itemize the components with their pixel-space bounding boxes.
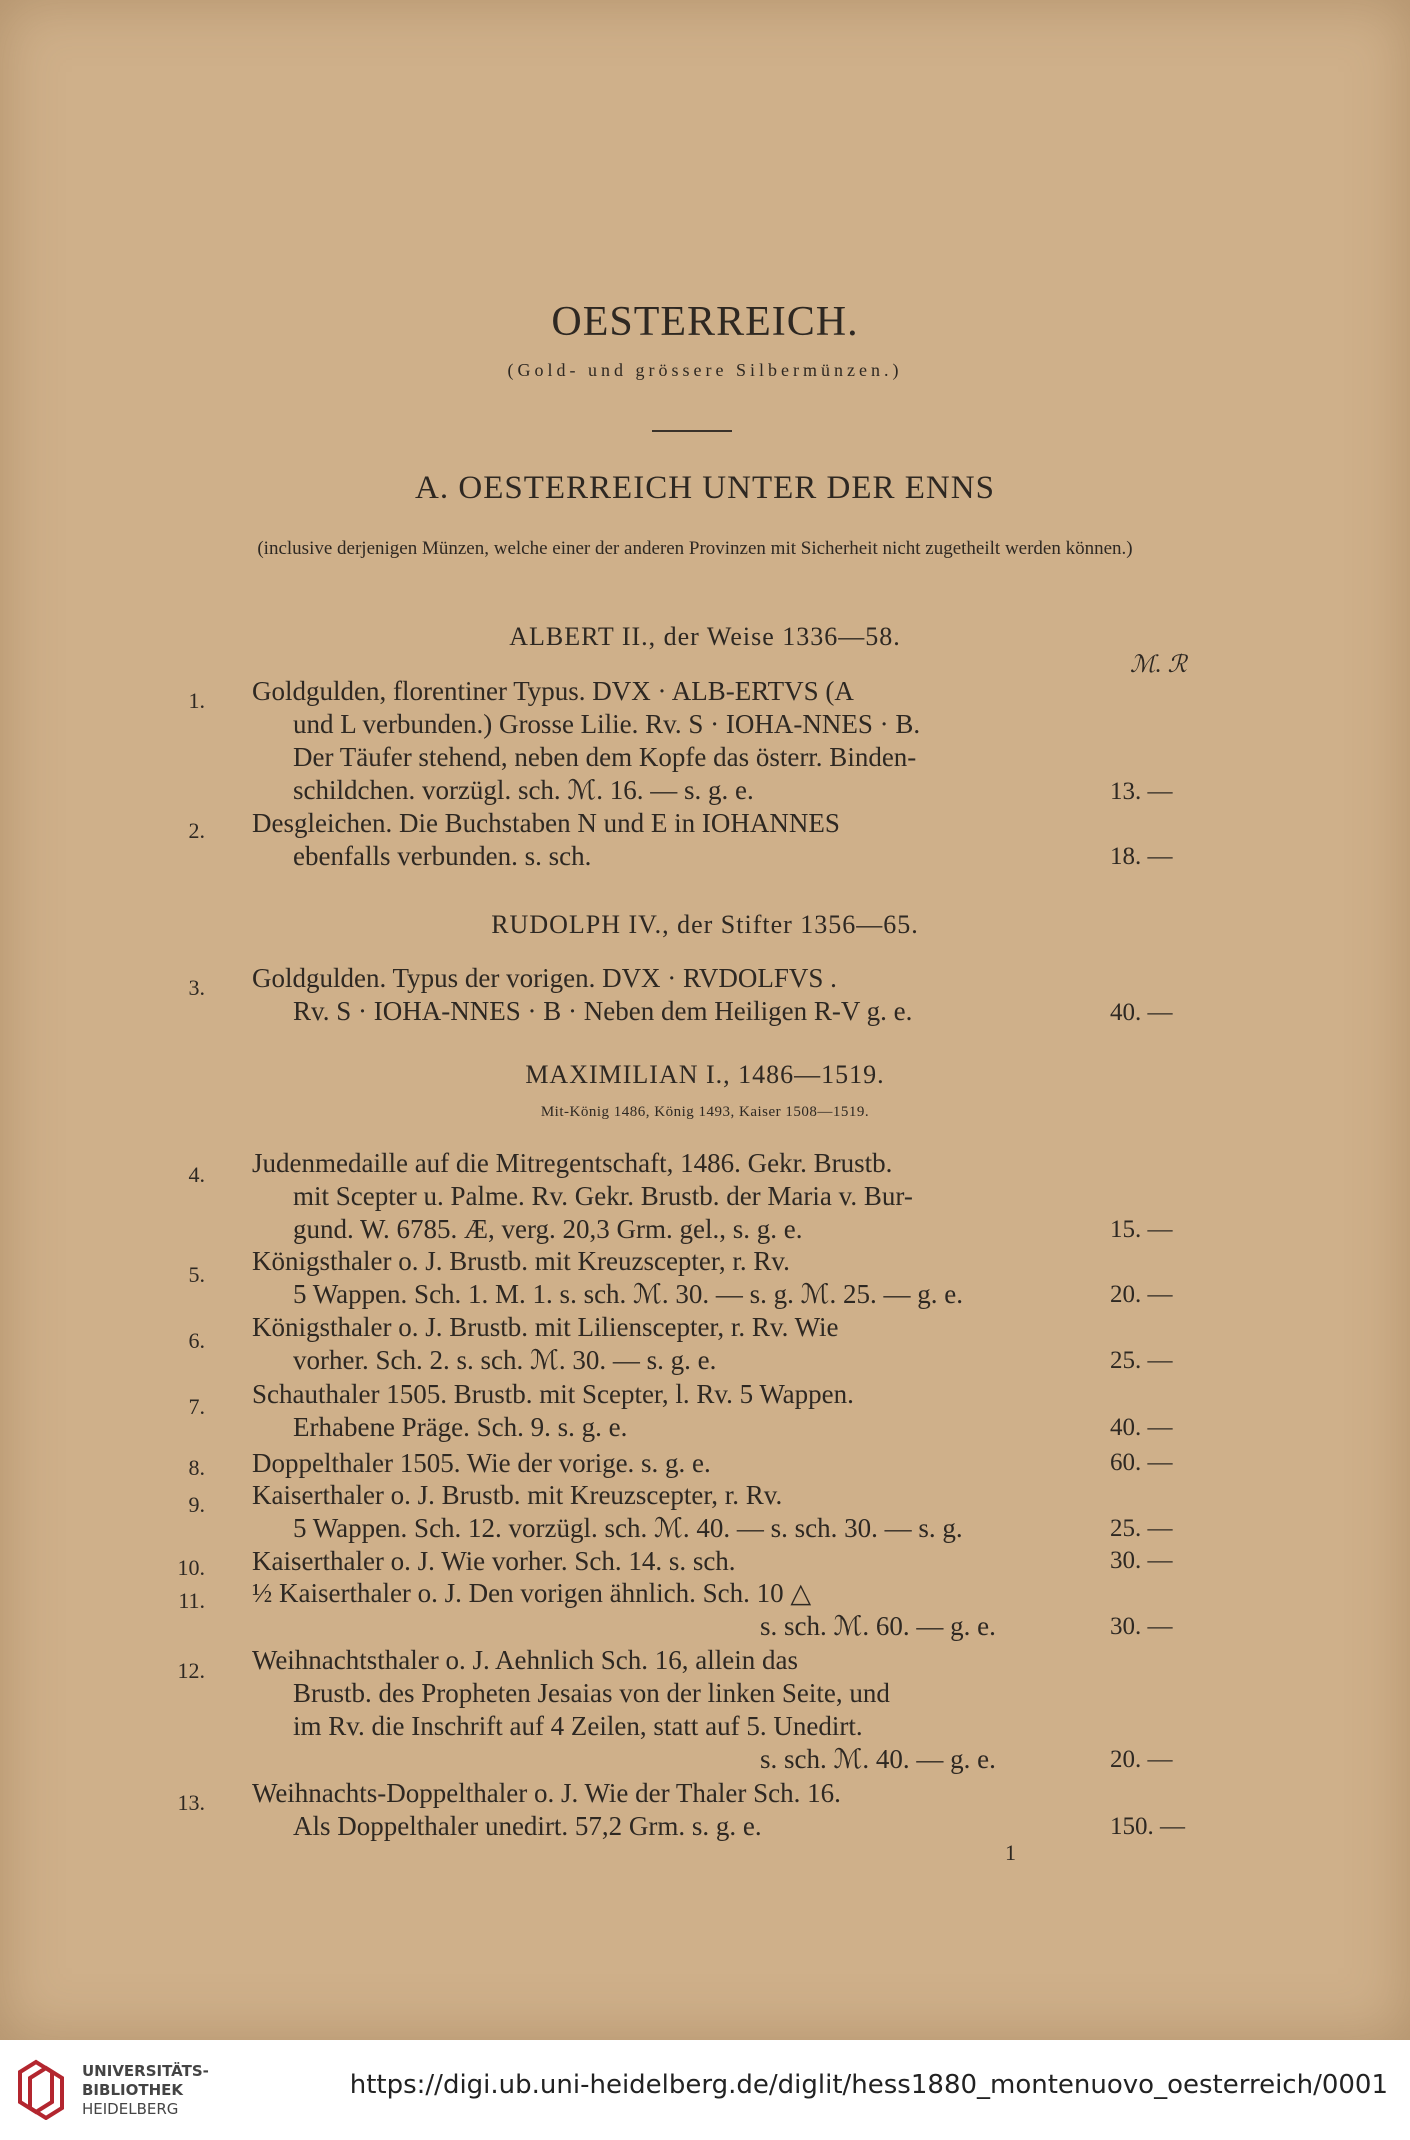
entry-line: im Rv. die Inschrift auf 4 Zeilen, statt auf 5. Unedirt. <box>293 1711 863 1741</box>
entry-line: 5 Wappen. Sch. 1. M. 1. s. sch. ℳ. 30. — s. g. ℳ. 25. — g. e. <box>293 1279 964 1309</box>
entry-price: 60. — <box>1110 1449 1173 1476</box>
entry-number: 6. <box>188 1328 205 1353</box>
entry-line: Schauthaler 1505. Brustb. mit Scepter, l. Rv. 5 Wappen. <box>252 1379 854 1409</box>
entry-line: Doppelthaler 1505. Wie der vorige. s. g. e. <box>252 1448 711 1478</box>
ruler-heading: MAXIMILIAN I., 1486—1519. <box>525 1060 885 1089</box>
entry-price: 30. — <box>1110 1613 1173 1640</box>
entry-line: s. sch. ℳ. 40. — g. e. <box>760 1744 996 1774</box>
entry-line: Goldgulden. Typus der vorigen. DVX · RVDOLFVS . <box>252 963 837 993</box>
entry-line: Brustb. des Propheten Jesaias von der linken Seite, und <box>293 1678 890 1708</box>
page-subtitle: (Gold- und grössere Silbermünzen.) <box>507 360 903 380</box>
entry-number: 4. <box>188 1162 205 1187</box>
entry-number: 5. <box>188 1262 205 1287</box>
entry-line: Erhabene Präge. Sch. 9. s. g. e. <box>293 1412 628 1442</box>
entry-price: 150. — <box>1110 1813 1185 1840</box>
entry-price: 40. — <box>1110 999 1173 1026</box>
entry-line: 5 Wappen. Sch. 12. vorzügl. sch. ℳ. 40. — s. sch. 30. — s. g. <box>293 1513 963 1543</box>
entry-line: ebenfalls verbunden. s. sch. <box>293 841 592 871</box>
entry-price: 25. — <box>1110 1515 1173 1542</box>
entry-line: Königsthaler o. J. Brustb. mit Kreuzscepter, r. Rv. <box>252 1246 790 1276</box>
entry-line: Als Doppelthaler unedirt. 57,2 Grm. s. g. e. <box>293 1811 762 1841</box>
entry-number: 7. <box>188 1394 205 1419</box>
entry-line: Kaiserthaler o. J. Brustb. mit Kreuzscepter, r. Rv. <box>252 1480 783 1510</box>
ruler-heading: RUDOLPH IV., der Stifter 1356—65. <box>491 910 919 939</box>
entry-number: 9. <box>188 1492 205 1517</box>
entry-price: 30. — <box>1110 1547 1173 1574</box>
entry-line: Goldgulden, florentiner Typus. DVX · ALB-ERTVS (A <box>252 676 854 706</box>
entry-line: Königsthaler o. J. Brustb. mit Lilienscepter, r. Rv. Wie <box>252 1312 839 1342</box>
entry-line: mit Scepter u. Palme. Rv. Gekr. Brustb. der Maria v. Bur- <box>293 1181 913 1211</box>
currency-column-head: ℳ. ℛ <box>1130 652 1187 678</box>
entry-line: und L verbunden.) Grosse Lilie. Rv. S · IOHA-NNES · B. <box>293 709 921 739</box>
entry-line: Weihnachtsthaler o. J. Aehnlich Sch. 16, allein das <box>252 1645 798 1675</box>
entry-price: 25. — <box>1110 1347 1173 1374</box>
entry-number: 8. <box>188 1455 205 1480</box>
entry-price: 15. — <box>1110 1216 1173 1243</box>
entry-line: ½ Kaiserthaler o. J. Den vorigen ähnlich. Sch. 10 △ <box>252 1578 812 1608</box>
entry-line: Desgleichen. Die Buchstaben N und E in IOHANNES <box>252 808 840 838</box>
page-number: 1 <box>1005 1840 1016 1865</box>
entry-number: 1. <box>188 688 205 713</box>
entry-line: Rv. S · IOHA-NNES · B · Neben dem Heiligen R-V g. e. <box>293 996 913 1026</box>
library-name-line: HEIDELBERG <box>82 2100 179 2118</box>
library-name-line: BIBLIOTHEK <box>82 2081 183 2099</box>
title-divider <box>652 430 732 432</box>
viewer-footer <box>0 2040 1410 2140</box>
entry-line: Judenmedaille auf die Mitregentschaft, 1486. Gekr. Brustb. <box>252 1148 893 1178</box>
entry-price: 20. — <box>1110 1746 1173 1773</box>
entry-number: 3. <box>188 975 205 1000</box>
section-note: (inclusive derjenigen Münzen, welche einer der anderen Provinzen mit Sicherheit nicht zugetheilt werden können.) <box>257 538 1133 559</box>
entry-line: gund. W. 6785. Æ, verg. 20,3 Grm. gel., s. g. e. <box>293 1214 803 1244</box>
entry-number: 11. <box>178 1588 205 1613</box>
entry-line: schildchen. vorzügl. sch. ℳ. 16. — s. g. e. <box>293 775 754 805</box>
entry-price: 18. — <box>1110 843 1173 870</box>
ruler-heading: ALBERT II., der Weise 1336—58. <box>509 622 901 651</box>
library-name-line: UNIVERSITÄTS- <box>82 2062 209 2080</box>
entry-line: s. sch. ℳ. 60. — g. e. <box>760 1611 996 1641</box>
entry-price: 13. — <box>1110 778 1173 805</box>
entry-line: Der Täufer stehend, neben dem Kopfe das österr. Binden- <box>293 742 917 772</box>
entry-price: 20. — <box>1110 1281 1173 1308</box>
section-title: A. OESTERREICH UNTER DER ENNS <box>415 470 995 506</box>
entry-number: 10. <box>177 1555 205 1580</box>
entry-line: Kaiserthaler o. J. Wie vorher. Sch. 14. s. sch. <box>252 1546 736 1576</box>
entry-line: Weihnachts-Doppelthaler o. J. Wie der Thaler Sch. 16. <box>252 1778 841 1808</box>
entry-number: 12. <box>177 1658 205 1683</box>
library-name <box>82 2062 209 2119</box>
entry-number: 13. <box>177 1790 205 1815</box>
entry-price: 40. — <box>1110 1414 1173 1441</box>
entry-number: 2. <box>188 818 205 843</box>
document-url[interactable]: https://digi.ub.uni-heidelberg.de/diglit/hess1880_montenuovo_oesterreich/0001 <box>349 2070 1388 2100</box>
entry-line: vorher. Sch. 2. s. sch. ℳ. 30. — s. g. e. <box>293 1345 717 1375</box>
page-title: OESTERREICH. <box>551 299 859 345</box>
ruler-note: Mit-König 1486, König 1493, Kaiser 1508—1519. <box>540 1104 870 1120</box>
library-logo-icon <box>16 2058 66 2120</box>
